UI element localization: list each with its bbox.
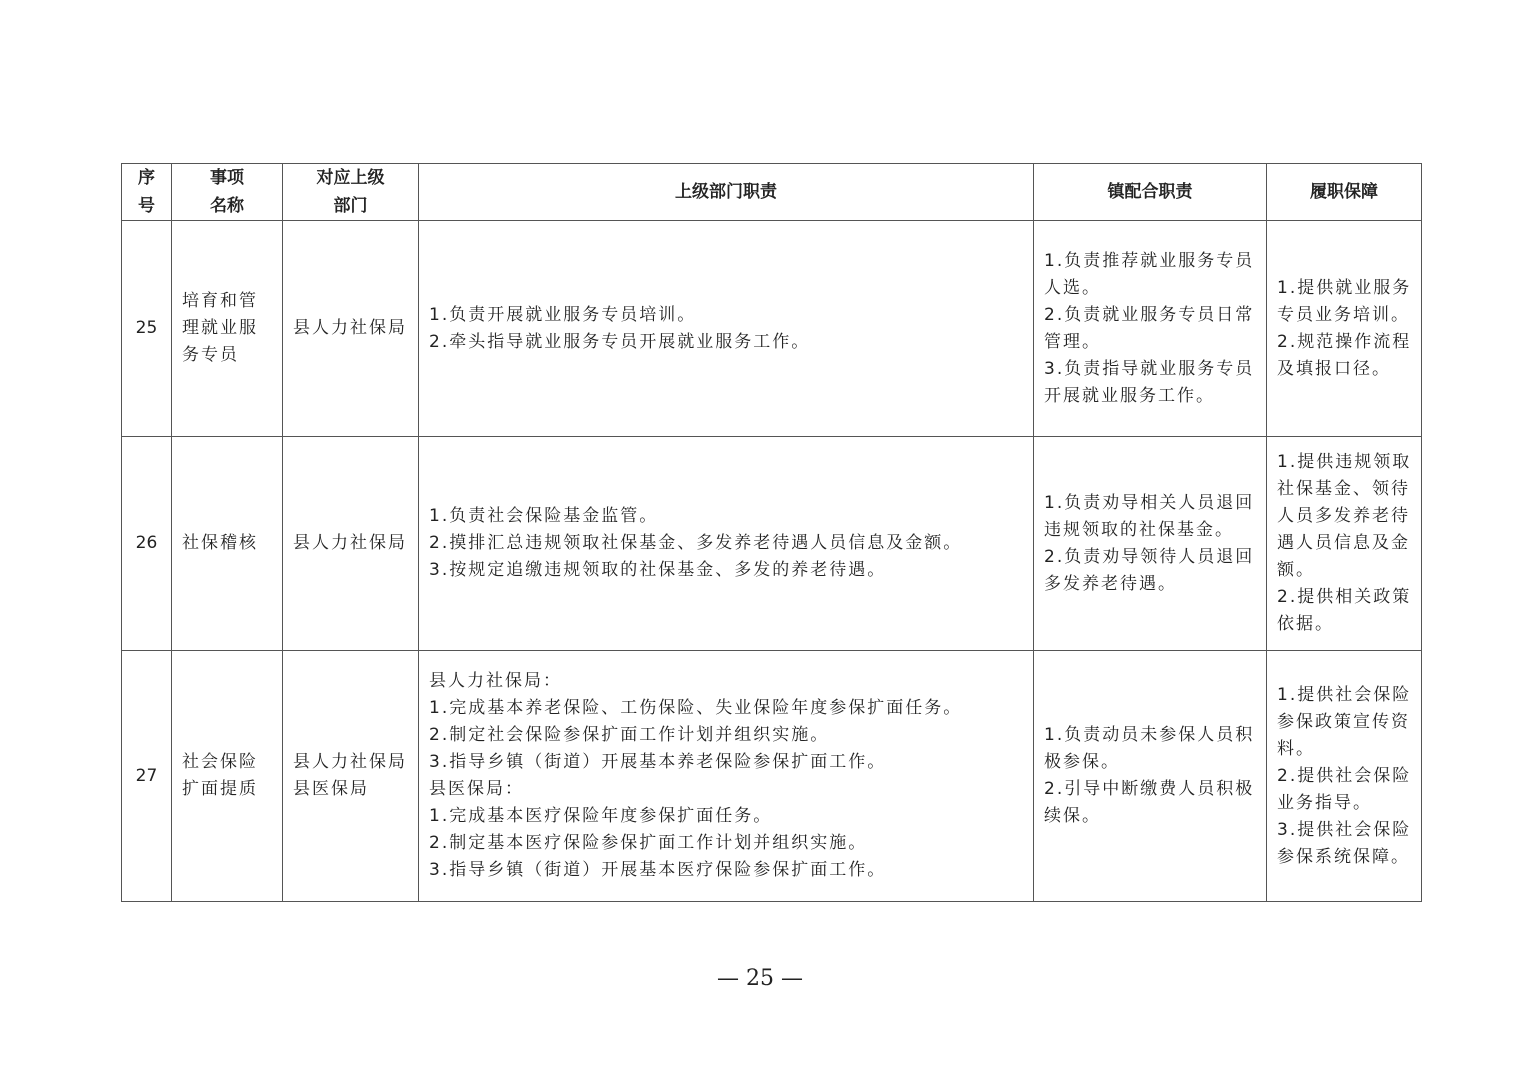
header-seq-line-1: 序 — [138, 168, 155, 188]
row-dept — [283, 651, 419, 902]
row-coop-line: 开展就业服务工作。 — [1044, 385, 1215, 406]
page-number: — 25 — — [717, 966, 803, 991]
row-resp-line: 3.指导乡镇（街道）开展基本养老保险参保扩面工作。 — [429, 752, 887, 772]
row-guar-line: 料。 — [1277, 738, 1315, 759]
row-dept-line: 县人力社保局 — [293, 533, 407, 553]
row-coop-line: 违规领取的社保基金。 — [1044, 519, 1234, 540]
row-guar-line: 遇人员信息及金 — [1277, 533, 1410, 553]
row-guar-line: 3.提供社会保险 — [1277, 819, 1412, 840]
row-resp-line: 1.完成基本医疗保险年度参保扩面任务。 — [429, 806, 773, 826]
row-guar-line: 1.提供就业服务 — [1277, 277, 1412, 298]
row-resp — [419, 651, 1034, 902]
row-guar-line: 专员业务培训。 — [1277, 304, 1410, 325]
row-resp — [419, 221, 1034, 437]
row-resp-line: 1.负责社会保险基金监管。 — [429, 506, 659, 526]
header-dept-line-1: 对应上级 — [316, 168, 385, 188]
header-item — [172, 164, 283, 221]
row-item-line: 社会保险 — [182, 752, 258, 772]
row-guar — [1267, 221, 1422, 437]
row-coop — [1034, 437, 1267, 651]
row-coop-line: 1.负责动员未参保人员积 — [1044, 725, 1255, 745]
row-item-line: 理就业服 — [182, 318, 258, 338]
row-guar-line: 2.提供社会保险 — [1277, 765, 1412, 786]
row-seq: 27 — [122, 651, 172, 902]
row-coop-line: 多发养老待遇。 — [1044, 573, 1177, 594]
row-coop-line: 极参保。 — [1044, 752, 1120, 772]
row-coop-line: 2.负责就业服务专员日常 — [1044, 304, 1255, 325]
row-coop-line: 2.负责劝导领待人员退回 — [1044, 546, 1255, 567]
row-item — [172, 221, 283, 437]
row-resp-line: 3.指导乡镇（街道）开展基本医疗保险参保扩面工作。 — [429, 860, 887, 880]
row-dept — [283, 221, 419, 437]
row-coop-line: 1.负责劝导相关人员退回 — [1044, 492, 1255, 513]
row-resp-line: 1.完成基本养老保险、工伤保险、失业保险年度参保扩面任务。 — [429, 698, 963, 718]
row-item-line: 培育和管 — [182, 291, 258, 311]
row-guar — [1267, 437, 1422, 651]
row-guar-line: 依据。 — [1277, 614, 1334, 634]
row-dept-line: 县人力社保局 — [293, 318, 407, 338]
row-guar-line: 额。 — [1277, 560, 1315, 580]
row-seq: 25 — [122, 221, 172, 437]
table-row — [122, 221, 1422, 437]
table-row — [122, 437, 1422, 651]
header-guar: 履职保障 — [1267, 164, 1422, 221]
row-dept — [283, 437, 419, 651]
header-seq-line-2: 号 — [138, 196, 155, 216]
row-coop-line: 续保。 — [1044, 806, 1101, 826]
row-resp-line: 县医保局： — [429, 779, 524, 799]
row-resp-line: 2.制定基本医疗保险参保扩面工作计划并组织实施。 — [429, 833, 868, 853]
row-resp-line: 1.负责开展就业服务专员培训。 — [429, 304, 697, 325]
table-row — [122, 651, 1422, 902]
row-item — [172, 651, 283, 902]
row-coop-line: 人选。 — [1044, 277, 1101, 298]
row-item-line: 务专员 — [182, 345, 239, 365]
header-dept — [283, 164, 419, 221]
row-guar-line: 参保政策宣传资 — [1277, 711, 1410, 732]
row-item-line: 扩面提质 — [182, 779, 258, 799]
row-item — [172, 437, 283, 651]
header-seq — [122, 164, 172, 221]
row-item-line: 社保稽核 — [182, 533, 258, 553]
row-guar-line: 2.规范操作流程 — [1277, 331, 1412, 352]
header-item-line-1: 事项 — [210, 168, 244, 188]
row-guar-line: 社保基金、领待 — [1277, 479, 1410, 499]
row-guar-line: 1.提供社会保险 — [1277, 684, 1412, 705]
header-coop: 镇配合职责 — [1034, 164, 1267, 221]
row-guar — [1267, 651, 1422, 902]
row-coop-line: 管理。 — [1044, 331, 1101, 352]
duty-table — [121, 163, 1422, 902]
row-dept-line: 县医保局 — [293, 779, 369, 799]
row-coop-line: 1.负责推荐就业服务专员 — [1044, 250, 1255, 271]
row-seq: 26 — [122, 437, 172, 651]
header-item-line-2: 名称 — [210, 196, 244, 216]
row-resp-line: 2.制定社会保险参保扩面工作计划并组织实施。 — [429, 725, 830, 745]
row-coop-line: 3.负责指导就业服务专员 — [1044, 358, 1255, 379]
row-coop — [1034, 221, 1267, 437]
header-row — [122, 164, 1422, 221]
row-guar-line: 1.提供违规领取 — [1277, 452, 1412, 472]
header-resp: 上级部门职责 — [419, 164, 1034, 221]
row-resp-line: 2.摸排汇总违规领取社保基金、多发养老待遇人员信息及金额。 — [429, 533, 963, 553]
row-coop — [1034, 651, 1267, 902]
row-resp — [419, 437, 1034, 651]
row-guar-line: 及填报口径。 — [1277, 358, 1391, 379]
header-dept-line-2: 部门 — [333, 196, 368, 216]
row-guar-line: 2.提供相关政策 — [1277, 587, 1412, 607]
row-dept-line: 县人力社保局 — [293, 752, 407, 772]
row-resp-line: 县人力社保局： — [429, 671, 562, 691]
row-guar-line: 参保系统保障。 — [1277, 846, 1410, 867]
row-guar-line: 人员多发养老待 — [1277, 506, 1410, 526]
row-guar-line: 业务指导。 — [1277, 792, 1372, 813]
row-coop-line: 2.引导中断缴费人员积极 — [1044, 779, 1255, 799]
row-resp-line: 2.牵头指导就业服务专员开展就业服务工作。 — [429, 331, 811, 352]
row-resp-line: 3.按规定追缴违规领取的社保基金、多发的养老待遇。 — [429, 560, 887, 580]
